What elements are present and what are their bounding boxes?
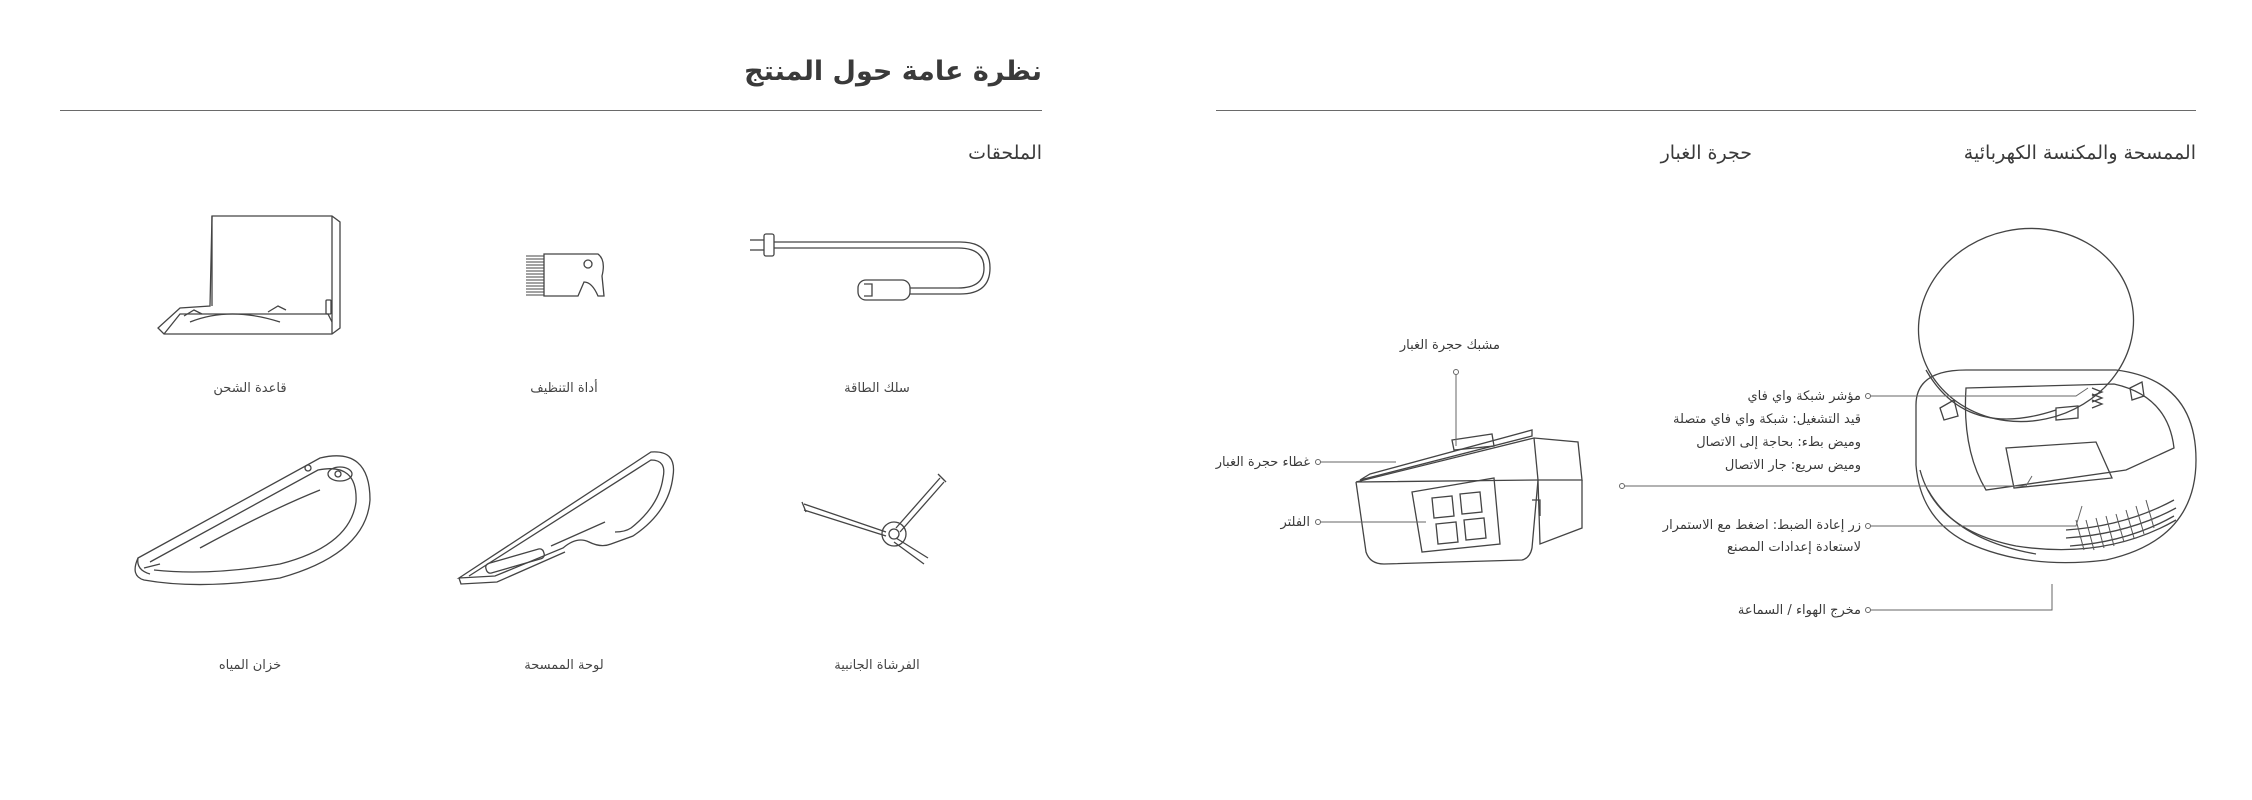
mop-plate-icon: [455, 448, 677, 588]
accessory-label-cleaning-tool: أداة التنظيف: [530, 381, 598, 396]
callout-reset-line2: لاستعادة إعدادات المصنع: [1727, 540, 1861, 555]
accessory-label-water-tank: خزان المياه: [218, 658, 282, 673]
callout-filter: الفلتر: [1280, 515, 1310, 530]
callout-dustbin-latch: مشبك حجرة الغبار: [1399, 338, 1500, 353]
callout-status-slow-blink: وميض بطء: بحاجة إلى الاتصال: [1696, 435, 1861, 450]
callout-status-on: قيد التشغيل: شبكة واي فاي متصلة: [1673, 412, 1861, 427]
dustbin-heading: حجرة الغبار: [1660, 142, 1752, 164]
charging-dock-icon: [150, 210, 350, 340]
accessory-label-charging-dock: قاعدة الشحن: [213, 381, 287, 396]
accessory-label-mop-plate: لوحة الممسحة: [524, 658, 604, 673]
accessory-label-power-cord: سلك الطاقة: [844, 381, 910, 396]
accessories-heading: الملحقات: [968, 142, 1042, 164]
dustbin-leader-lines: [1126, 0, 2252, 800]
page-title: نظرة عامة حول المنتج: [744, 56, 1042, 87]
callout-status-fast-blink: وميض سريع: جار الاتصال: [1724, 458, 1861, 473]
callout-dustbin-cover: غطاء حجرة الغبار: [1215, 455, 1310, 470]
right-page: [1126, 0, 2252, 800]
callout-reset-line1: زر إعادة الضبط: اضغط مع الاستمرار: [1662, 518, 1861, 533]
power-cord-icon: [750, 226, 1000, 306]
robot-heading: الممسحة والمكنسة الكهربائية: [1963, 142, 2196, 164]
side-brush-icon: [800, 472, 950, 568]
accessory-label-side-brush: الفرشاة الجانبية: [834, 658, 920, 673]
cleaning-tool-icon: [522, 250, 606, 300]
callout-air-outlet: مخرج الهواء / السماعة: [1737, 603, 1861, 618]
water-tank-icon: [130, 450, 370, 590]
title-divider: [60, 110, 1042, 111]
callout-wifi-indicator: مؤشر شبكة واي فاي: [1747, 389, 1861, 404]
